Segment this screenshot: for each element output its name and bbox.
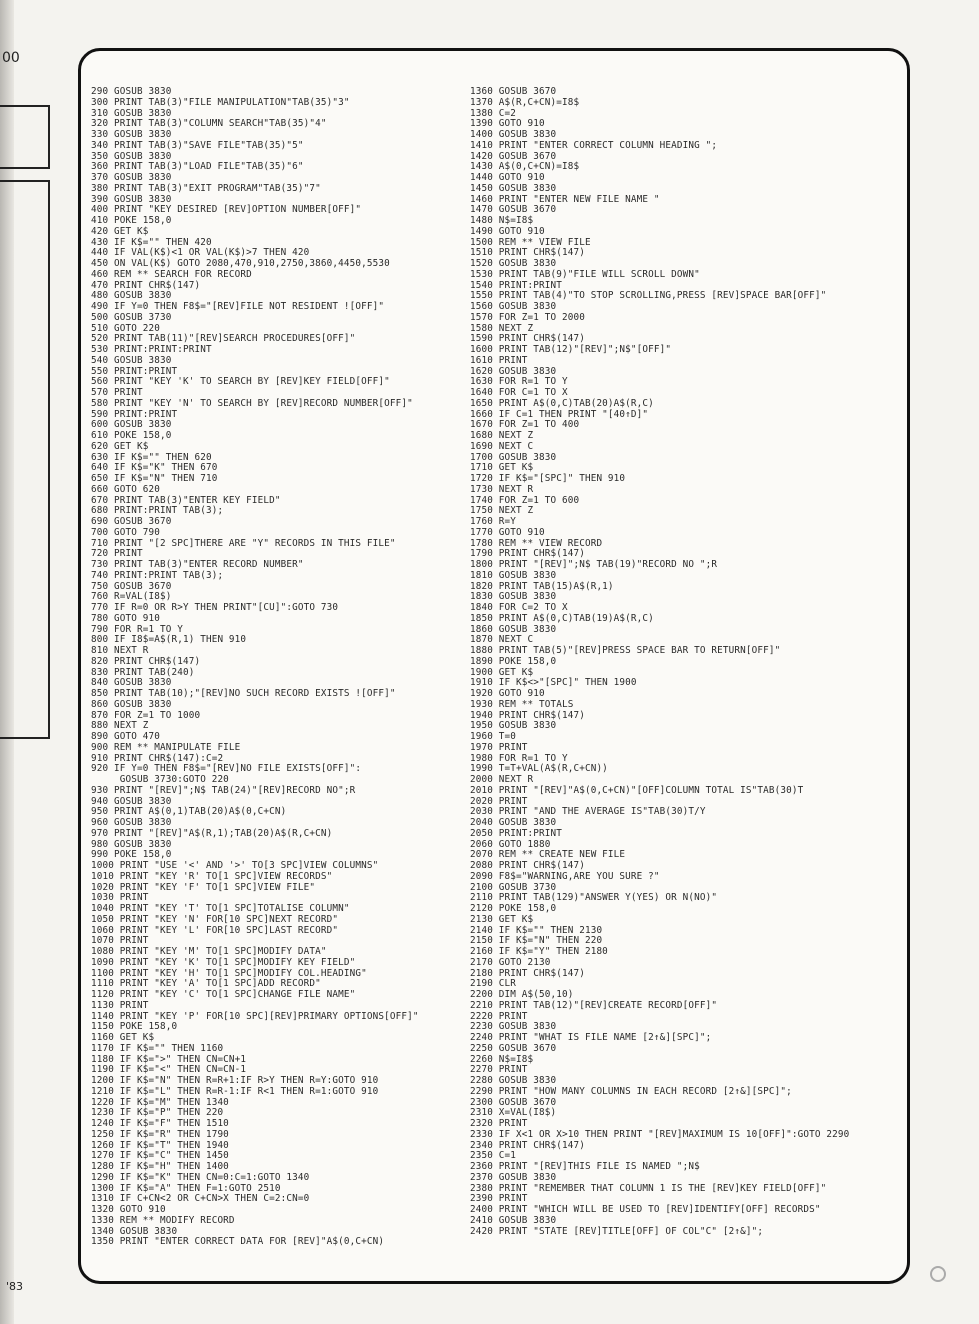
code-line: 1440 GOTO 910 <box>470 172 545 183</box>
code-line: 2140 IF K$="" THEN 2130 <box>470 924 603 936</box>
code-line: 620 GET K$ <box>91 440 149 452</box>
code-line: 640 IF K$="K" THEN 670 <box>91 462 218 474</box>
code-line: 2030 PRINT "AND THE AVERAGE IS"TAB(30)T/Y <box>470 806 706 818</box>
code-line: 2170 GOTO 2130 <box>470 956 551 968</box>
code-line: 1150 POKE 158,0 <box>91 1021 178 1033</box>
code-line: 2110 PRINT TAB(129)"ANSWER Y(YES) OR N(NO)" <box>470 892 718 904</box>
code-line: 460 REM ** SEARCH FOR RECORD <box>91 268 252 280</box>
code-line: 720 PRINT <box>91 548 143 560</box>
code-line: 1620 GOSUB 3830 <box>470 365 557 377</box>
code-line: 1940 PRINT CHR$(147) <box>470 709 585 721</box>
code-line: 1300 IF K$="A" THEN F=1:GOTO 2510 <box>91 1182 281 1194</box>
code-line: 1760 R=Y <box>470 516 516 527</box>
code-line: 950 PRINT A$(0,1)TAB(20)A$(0,C+CN) <box>91 806 287 818</box>
code-line: 2240 PRINT "WHAT IS FILE NAME [2↑&][SPC]"; <box>470 1032 712 1043</box>
code-line: 300 PRINT TAB(3)"FILE MANIPULATION"TAB(35)"3" <box>91 96 350 108</box>
code-line: 610 POKE 158,0 <box>91 430 172 441</box>
code-line: 1740 FOR Z=1 TO 600 <box>470 494 580 506</box>
code-line: 2060 GOTO 1880 <box>470 838 551 850</box>
code-line: 1540 PRINT:PRINT <box>470 279 562 291</box>
code-line: 1850 PRINT A$(0,C)TAB(19)A$(R,C) <box>470 612 654 624</box>
code-line: 1880 PRINT TAB(5)"[REV]PRESS SPACE BAR TO RETURN[OFF]" <box>470 645 781 656</box>
code-line: 1040 PRINT "KEY 'T' TO[1 SPC]TOTALISE COLUMN" <box>91 903 350 914</box>
code-line: 820 PRINT CHR$(147) <box>91 655 201 667</box>
code-line: 650 IF K$="N" THEN 710 <box>91 473 218 484</box>
code-line: 2090 F8$="WARNING,ARE YOU SURE ?" <box>470 870 660 882</box>
code-line: 480 GOSUB 3830 <box>91 290 172 302</box>
code-line: 2300 GOSUB 3670 <box>470 1096 557 1108</box>
code-line: 1750 NEXT Z <box>470 505 534 517</box>
code-line: 570 PRINT <box>91 387 143 398</box>
code-line: 1120 PRINT "KEY 'C' TO[1 SPC]CHANGE FILE NAME" <box>91 989 356 1000</box>
code-line: 1580 NEXT Z <box>470 322 534 334</box>
code-line: 1960 T=0 <box>470 731 516 742</box>
code-line: 1380 C=2 <box>470 107 516 119</box>
code-line: 1710 GET K$ <box>470 462 534 474</box>
code-line: 2380 PRINT "REMEMBER THAT COLUMN 1 IS THE [REV]KEY FIELD[OFF]" <box>470 1182 827 1194</box>
code-line: 1970 PRINT <box>470 741 528 753</box>
code-line: 1640 FOR C=1 TO X <box>470 387 568 398</box>
code-line: 1210 IF K$="L" THEN R=R-1:IF R<1 THEN R=1:GOTO 910 <box>91 1085 379 1097</box>
code-line: 1430 A$(0,C+CN)=I8$ <box>470 161 580 173</box>
code-line: 830 PRINT TAB(240) <box>91 666 195 678</box>
code-line: 1460 PRINT "ENTER NEW FILE NAME " <box>470 193 660 205</box>
code-line: 1780 REM ** VIEW RECORD <box>470 537 603 549</box>
code-line: 1490 GOTO 910 <box>470 225 545 237</box>
code-line: 980 GOSUB 3830 <box>91 838 172 850</box>
code-line: 2260 N$=I8$ <box>470 1053 534 1065</box>
code-line: 1830 GOSUB 3830 <box>470 591 557 603</box>
code-line: 410 POKE 158,0 <box>91 215 172 226</box>
code-line: 2370 GOSUB 3830 <box>470 1171 557 1183</box>
code-line: 1260 IF K$="T" THEN 1940 <box>91 1139 229 1151</box>
code-line: 2310 X=VAL(I8$) <box>470 1107 557 1119</box>
code-line: 1800 PRINT "[REV]";N$ TAB(19)"RECORD NO ";R <box>470 559 718 570</box>
code-line: 320 PRINT TAB(3)"COLUMN SEARCH"TAB(35)"4" <box>91 118 327 130</box>
code-line: 920 IF Y=0 THEN F8$="[REV]NO FILE EXISTS[OFF]": <box>91 763 362 775</box>
code-line: 860 GOSUB 3830 <box>91 698 172 710</box>
code-line: 1470 GOSUB 3670 <box>470 204 557 216</box>
code-line: 1980 FOR R=1 TO Y <box>470 752 568 764</box>
code-line: 1920 GOTO 910 <box>470 688 545 699</box>
code-line: 520 PRINT TAB(11)"[REV]SEARCH PROCEDURES[OFF]" <box>91 333 356 345</box>
code-line: 2290 PRINT "HOW MANY COLUMNS IN EACH RECORD [2↑&][SPC]"; <box>470 1085 792 1097</box>
code-line: 350 GOSUB 3830 <box>91 150 172 162</box>
code-line: 840 GOSUB 3830 <box>91 677 172 689</box>
code-line: 1840 FOR C=2 TO X <box>470 602 568 613</box>
code-line: 1530 PRINT TAB(9)"FILE WILL SCROLL DOWN" <box>470 268 700 280</box>
code-line: 1270 IF K$="C" THEN 1450 <box>91 1150 229 1162</box>
code-line: 2230 GOSUB 3830 <box>470 1021 557 1033</box>
code-line: 1860 GOSUB 3830 <box>470 623 557 635</box>
code-line: 2420 PRINT "STATE [REV]TITLE[OFF] OF COL"C" [2↑&]"; <box>470 1225 764 1237</box>
code-line: 2050 PRINT:PRINT <box>470 827 562 839</box>
code-line: 600 GOSUB 3830 <box>91 419 172 431</box>
code-line: 390 GOSUB 3830 <box>91 193 172 205</box>
code-line: 2180 PRINT CHR$(147) <box>470 967 585 979</box>
code-line: 1670 FOR Z=1 TO 400 <box>470 419 580 431</box>
code-line: 1950 GOSUB 3830 <box>470 720 557 732</box>
code-line: 710 PRINT "[2 SPC]THERE ARE "Y" RECORDS IN THIS FILE" <box>91 537 396 549</box>
code-line: 1680 NEXT Z <box>470 430 534 441</box>
year-mark: '83 <box>6 1280 24 1293</box>
code-line: 1320 GOTO 910 <box>91 1204 166 1215</box>
code-line: 1870 NEXT C <box>470 634 534 646</box>
code-line: 2120 POKE 158,0 <box>470 903 557 914</box>
code-line: 2150 IF K$="N" THEN 220 <box>470 935 603 947</box>
code-line: 380 PRINT TAB(3)"EXIT PROGRAM"TAB(35)"7" <box>91 182 321 194</box>
code-line: 1350 PRINT "ENTER CORRECT DATA FOR [REV]"A$(0,C+CN) <box>91 1236 385 1248</box>
code-line: 1890 POKE 158,0 <box>470 655 557 667</box>
code-line: 1420 GOSUB 3670 <box>470 150 557 162</box>
code-line: 420 GET K$ <box>91 225 149 237</box>
code-line: 2070 REM ** CREATE NEW FILE <box>470 849 626 861</box>
code-line: 1820 PRINT TAB(15)A$(R,1) <box>470 580 614 592</box>
code-line: 450 ON VAL(K$) GOTO 2080,470,910,2750,3860,4450,5530 <box>91 258 390 269</box>
code-line: 2390 PRINT <box>470 1193 528 1205</box>
code-line: 1390 GOTO 910 <box>470 118 545 130</box>
code-line: 500 GOSUB 3730 <box>91 311 172 323</box>
code-line: 1060 PRINT "KEY 'L' FOR[10 SPC]LAST RECORD" <box>91 924 339 936</box>
code-line: 2280 GOSUB 3830 <box>470 1075 557 1086</box>
code-line: 1650 PRINT A$(0,C)TAB(20)A$(R,C) <box>470 397 654 409</box>
code-line: 1090 PRINT "KEY 'K' TO[1 SPC]MODIFY KEY FIELD" <box>91 956 356 968</box>
code-line: 490 IF Y=0 THEN F8$="[REV]FILE NOT RESIDENT ![OFF]" <box>91 301 385 312</box>
code-line: 1630 FOR R=1 TO Y <box>470 376 568 388</box>
code-line: 1810 GOSUB 3830 <box>470 569 557 581</box>
code-line: 1220 IF K$="M" THEN 1340 <box>91 1096 229 1108</box>
code-line: 1450 GOSUB 3830 <box>470 182 557 194</box>
code-line: 1790 PRINT CHR$(147) <box>470 548 585 560</box>
listing-column-right <box>470 87 902 1237</box>
code-line: 2040 GOSUB 3830 <box>470 817 557 828</box>
code-line: GOSUB 3730:GOTO 220 <box>91 774 229 785</box>
code-line: 430 IF K$="" THEN 420 <box>91 236 212 248</box>
code-line: 2000 NEXT R <box>470 774 534 785</box>
code-line: 630 IF K$="" THEN 620 <box>91 451 212 463</box>
code-line: 690 GOSUB 3670 <box>91 516 172 527</box>
code-line: 670 PRINT TAB(3)"ENTER KEY FIELD" <box>91 494 281 506</box>
code-line: 1690 NEXT C <box>470 440 534 452</box>
code-line: 1290 IF K$="K" THEN CN=0:C=1:GOTO 1340 <box>91 1171 310 1183</box>
code-line: 1310 IF C+CN<2 OR C+CN>X THEN C=2:CN=0 <box>91 1193 310 1205</box>
code-line: 1730 NEXT R <box>470 483 534 495</box>
code-line: 1720 IF K$="[SPC]" THEN 910 <box>470 473 626 484</box>
code-line: 1130 PRINT <box>91 999 149 1011</box>
code-line: 1930 REM ** TOTALS <box>470 698 574 710</box>
code-line: 1510 PRINT CHR$(147) <box>470 247 585 259</box>
code-line: 550 PRINT:PRINT <box>91 365 178 377</box>
code-line: 1900 GET K$ <box>470 666 534 678</box>
code-line: 660 GOTO 620 <box>91 483 160 495</box>
code-line: 1330 REM ** MODIFY RECORD <box>91 1214 235 1226</box>
code-line: 1050 PRINT "KEY 'N' FOR[10 SPC]NEXT RECORD" <box>91 913 339 925</box>
code-line: 370 GOSUB 3830 <box>91 172 172 183</box>
code-line: 2010 PRINT "[REV]"A$(0,C+CN)"[OFF]COLUMN TOTAL IS"TAB(30)T <box>470 784 804 796</box>
facing-page-fragment <box>0 85 50 1309</box>
code-line: 960 GOSUB 3830 <box>91 817 172 828</box>
code-line: 340 PRINT TAB(3)"SAVE FILE"TAB(35)"5" <box>91 139 304 151</box>
code-line: 1280 IF K$="H" THEN 1400 <box>91 1161 229 1172</box>
code-line: 1360 GOSUB 3670 <box>470 86 557 97</box>
code-line: 1590 PRINT CHR$(147) <box>470 333 585 345</box>
code-line: 1400 GOSUB 3830 <box>470 129 557 140</box>
code-line: 760 R=VAL(I8$) <box>91 591 172 603</box>
code-line: 1910 IF K$<>"[SPC]" THEN 1900 <box>470 677 637 689</box>
code-line: 1610 PRINT <box>470 354 528 366</box>
code-line: 940 GOSUB 3830 <box>91 795 172 807</box>
code-line: 310 GOSUB 3830 <box>91 107 172 119</box>
code-line: 730 PRINT TAB(3)"ENTER RECORD NUMBER" <box>91 559 304 570</box>
code-line: 850 PRINT TAB(10);"[REV]NO SUCH RECORD EXISTS ![OFF]" <box>91 688 396 699</box>
code-line: 440 IF VAL(K$)<1 OR VAL(K$)>7 THEN 420 <box>91 247 310 259</box>
code-line: 1240 IF K$="F" THEN 1510 <box>91 1118 229 1129</box>
code-line: 1560 GOSUB 3830 <box>470 301 557 312</box>
code-line: 1500 REM ** VIEW FILE <box>470 236 591 248</box>
code-line: 770 IF R=0 OR R>Y THEN PRINT"[CU]":GOTO 730 <box>91 602 339 613</box>
code-line: 2250 GOSUB 3670 <box>470 1042 557 1054</box>
code-line: 2330 IF X<1 OR X>10 THEN PRINT "[REV]MAXIMUM IS 10[OFF]":GOTO 2290 <box>470 1128 850 1140</box>
code-line: 1770 GOTO 910 <box>470 526 545 538</box>
code-line: 2350 C=1 <box>470 1150 516 1162</box>
code-line: 1030 PRINT <box>91 892 149 904</box>
code-line: 880 NEXT Z <box>91 720 149 732</box>
listing-column-left <box>91 87 461 1248</box>
code-line: 2340 PRINT CHR$(147) <box>470 1139 585 1151</box>
code-line: 1110 PRINT "KEY 'A' TO[1 SPC]ADD RECORD" <box>91 978 321 990</box>
code-line: 2160 IF K$="Y" THEN 2180 <box>470 946 608 957</box>
code-line: 2190 CLR <box>470 978 516 990</box>
code-line: 1160 GET K$ <box>91 1032 155 1043</box>
code-line: 2100 GOSUB 3730 <box>470 881 557 893</box>
code-line: 1370 A$(R,C+CN)=I8$ <box>470 96 580 108</box>
code-line: 2410 GOSUB 3830 <box>470 1214 557 1226</box>
code-line: 970 PRINT "[REV]"A$(R,1);TAB(20)A$(R,C+CN) <box>91 827 333 839</box>
code-line: 890 GOTO 470 <box>91 731 160 742</box>
code-line: 1990 T=T+VAL(A$(R,C+CN)) <box>470 763 608 775</box>
code-line: 590 PRINT:PRINT <box>91 408 178 420</box>
code-line: 400 PRINT "KEY DESIRED [REV]OPTION NUMBER[OFF]" <box>91 204 362 216</box>
program-listing-frame <box>78 48 910 1284</box>
code-line: 2400 PRINT "WHICH WILL BE USED TO [REV]IDENTIFY[OFF] RECORDS" <box>470 1204 821 1215</box>
code-line: 2200 DIM A$(50,10) <box>470 989 574 1000</box>
facing-page-box-top <box>0 105 50 169</box>
code-line: 1000 PRINT "USE '<' AND '>' TO[3 SPC]VIEW COLUMNS" <box>91 860 379 871</box>
code-line: 1070 PRINT <box>91 935 149 947</box>
code-line: 1020 PRINT "KEY 'F' TO[1 SPC]VIEW FILE" <box>91 881 316 893</box>
code-line: 810 NEXT R <box>91 645 149 656</box>
code-line: 910 PRINT CHR$(147):C=2 <box>91 752 224 764</box>
code-line: 1700 GOSUB 3830 <box>470 451 557 463</box>
code-line: 1170 IF K$="" THEN 1160 <box>91 1042 224 1054</box>
code-line: 1140 PRINT "KEY 'P' FOR[10 SPC][REV]PRIMARY OPTIONS[OFF]" <box>91 1010 419 1022</box>
code-line: 800 IF I8$=A$(R,1) THEN 910 <box>91 634 247 646</box>
code-line: 470 PRINT CHR$(147) <box>91 279 201 291</box>
page-number: 00 <box>2 50 20 66</box>
code-line: 1480 N$=I8$ <box>470 215 534 226</box>
code-line: 1010 PRINT "KEY 'R' TO[1 SPC]VIEW RECORDS" <box>91 870 333 882</box>
code-line: 560 PRINT "KEY 'K' TO SEARCH BY [REV]KEY FIELD[OFF]" <box>91 376 390 388</box>
code-line: 540 GOSUB 3830 <box>91 354 172 366</box>
code-line: 360 PRINT TAB(3)"LOAD FILE"TAB(35)"6" <box>91 161 304 173</box>
code-line: 1180 IF K$=">" THEN CN=CN+1 <box>91 1053 247 1065</box>
code-line: 1190 IF K$="<" THEN CN=CN-1 <box>91 1064 247 1076</box>
code-line: 330 GOSUB 3830 <box>91 129 172 140</box>
code-line: 2220 PRINT <box>470 1010 528 1022</box>
code-line: 750 GOSUB 3670 <box>91 580 172 592</box>
code-line: 1200 IF K$="N" THEN R=R+1:IF R>Y THEN R=Y:GOTO 910 <box>91 1075 379 1086</box>
code-line: 930 PRINT "[REV]";N$ TAB(24)"[REV]RECORD NO";R <box>91 784 356 796</box>
code-line: 1550 PRINT TAB(4)"TO STOP SCROLLING,PRESS [REV]SPACE BAR[OFF]" <box>470 290 827 302</box>
facing-page-box-main <box>0 180 50 739</box>
corner-ring-icon <box>930 1266 946 1282</box>
code-line: 2080 PRINT CHR$(147) <box>470 860 585 871</box>
code-line: 680 PRINT:PRINT TAB(3); <box>91 505 224 517</box>
code-line: 870 FOR Z=1 TO 1000 <box>91 709 201 721</box>
code-line: 1250 IF K$="R" THEN 1790 <box>91 1128 229 1140</box>
code-line: 1230 IF K$="P" THEN 220 <box>91 1107 224 1119</box>
code-line: 2210 PRINT TAB(12)"[REV]CREATE RECORD[OFF]" <box>470 999 718 1011</box>
code-line: 900 REM ** MANIPULATE FILE <box>91 741 241 753</box>
code-line: 2270 PRINT <box>470 1064 528 1076</box>
code-line: 780 GOTO 910 <box>91 612 160 624</box>
code-line: 990 POKE 158,0 <box>91 849 172 861</box>
code-line: 1340 GOSUB 3830 <box>91 1225 178 1237</box>
code-line: 580 PRINT "KEY 'N' TO SEARCH BY [REV]RECORD NUMBER[OFF]" <box>91 397 413 409</box>
code-line: 1100 PRINT "KEY 'H' TO[1 SPC]MODIFY COL.HEADING" <box>91 967 367 979</box>
code-line: 2020 PRINT <box>470 795 528 807</box>
code-line: 1520 GOSUB 3830 <box>470 258 557 269</box>
code-line: 1570 FOR Z=1 TO 2000 <box>470 311 585 323</box>
code-line: 2320 PRINT <box>470 1118 528 1129</box>
code-line: 740 PRINT:PRINT TAB(3); <box>91 569 224 581</box>
code-line: 290 GOSUB 3830 <box>91 86 172 97</box>
code-line: 510 GOTO 220 <box>91 322 160 334</box>
code-line: 2360 PRINT "[REV]THIS FILE IS NAMED ";N$ <box>470 1161 700 1172</box>
code-line: 1410 PRINT "ENTER CORRECT COLUMN HEADING "; <box>470 139 718 151</box>
code-line: 1080 PRINT "KEY 'M' TO[1 SPC]MODIFY DATA" <box>91 946 327 957</box>
code-line: 530 PRINT:PRINT:PRINT <box>91 344 212 355</box>
code-line: 700 GOTO 790 <box>91 526 160 538</box>
code-line: 2130 GET K$ <box>470 913 534 925</box>
code-line: 1660 IF C=1 THEN PRINT "[40↑D]" <box>470 408 649 420</box>
code-line: 790 FOR R=1 TO Y <box>91 623 183 635</box>
code-line: 1600 PRINT TAB(12)"[REV]";N$"[OFF]" <box>470 344 672 355</box>
